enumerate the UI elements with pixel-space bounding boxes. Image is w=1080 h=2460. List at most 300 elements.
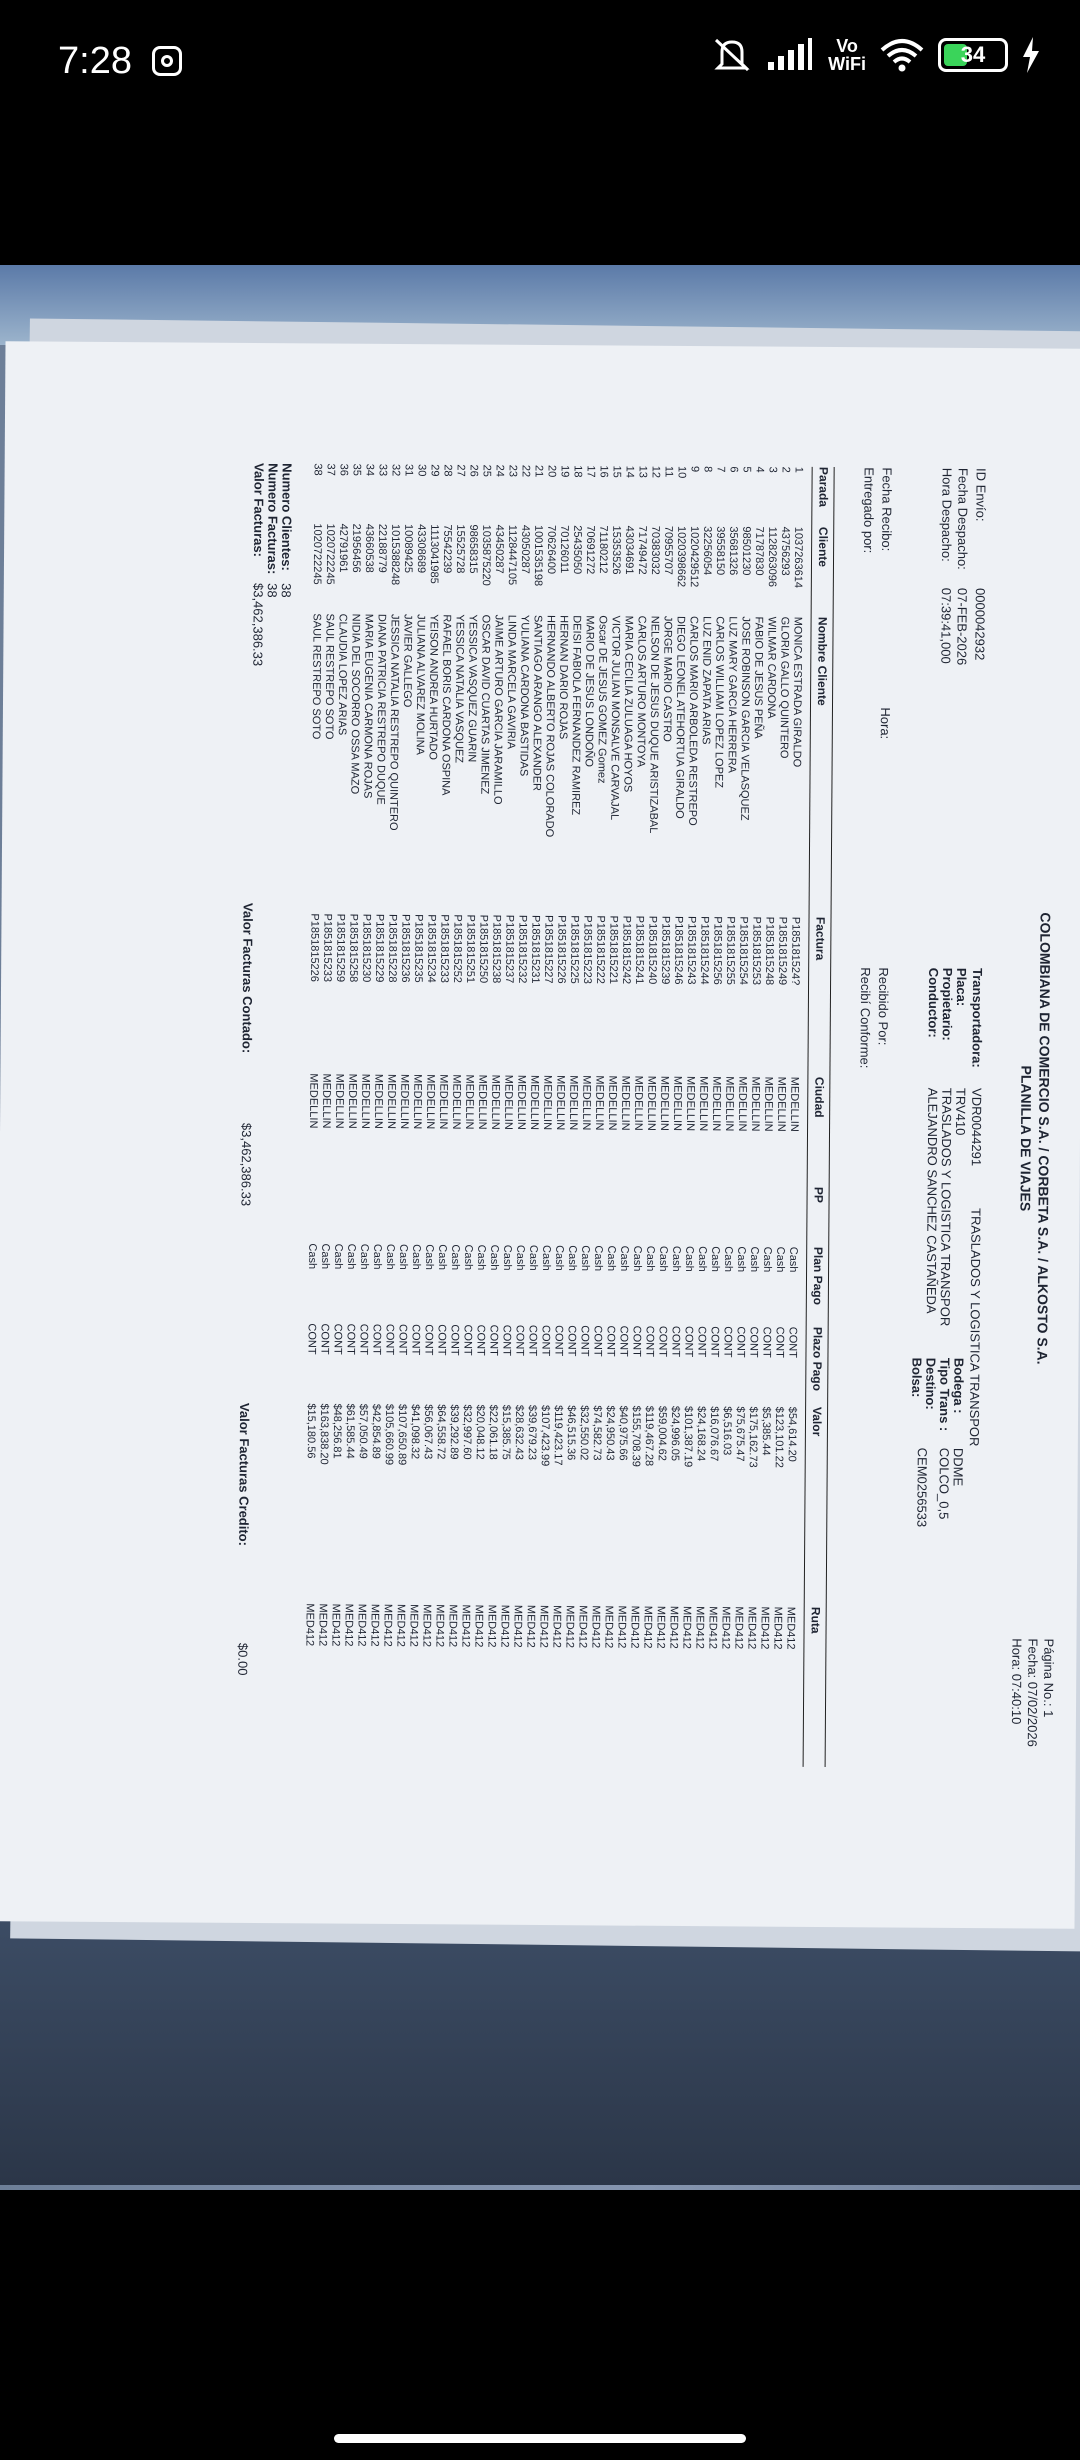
cell-ciudad: MEDELLIN bbox=[658, 1075, 671, 1131]
cell-plan-pago: Cash bbox=[722, 1246, 735, 1273]
cell-plan-pago: Cash bbox=[462, 1244, 475, 1271]
cell-cliente: 1015388248 bbox=[388, 523, 402, 586]
cell-plazo-pago: CONT bbox=[604, 1325, 617, 1357]
cell-parada: 22 bbox=[519, 464, 532, 478]
cell-factura: P1851815228 bbox=[386, 913, 399, 983]
cell-plazo-pago: CONT bbox=[643, 1325, 656, 1357]
cell-cliente: 35681326 bbox=[726, 526, 740, 576]
numero-facturas-value: 38 bbox=[264, 583, 280, 598]
fecha-despacho-value: 07-FEB-2026 bbox=[954, 587, 970, 666]
cell-parada: 28 bbox=[441, 464, 454, 477]
cell-ruta: MED412 bbox=[485, 1604, 498, 1648]
cell-nombre-cliente: YULIANA CARDONA BASTIDAS bbox=[517, 614, 531, 777]
cell-plazo-pago: CONT bbox=[513, 1324, 526, 1357]
cell-valor: $155,708.39 bbox=[629, 1405, 643, 1467]
cell-ciudad: MEDELLIN bbox=[567, 1075, 580, 1131]
cell-ruta: MED412 bbox=[602, 1605, 615, 1649]
cell-cliente: 39558150 bbox=[713, 526, 727, 576]
cell-factura: P1851815251 bbox=[464, 914, 477, 984]
cell-factura: P1851815252 bbox=[451, 914, 464, 983]
numero-clientes-value: 38 bbox=[278, 583, 294, 598]
cell-cliente: 1113041985 bbox=[427, 524, 441, 584]
cell-valor: $20,048.12 bbox=[473, 1404, 487, 1460]
column-header-factura: Factura bbox=[813, 916, 828, 961]
cell-factura: P1851815226 bbox=[308, 913, 321, 982]
propietario-value: TRASLADOS Y LOGISTICA TRANSPOR bbox=[937, 1087, 955, 1327]
cell-nombre-cliente: VICTOR JULIAN MONSALVE CARVAJAL bbox=[608, 615, 622, 821]
fecha-despacho-label: Fecha Despacho: bbox=[954, 467, 971, 570]
cell-parada: 34 bbox=[363, 463, 376, 477]
cell-parada: 8 bbox=[701, 466, 714, 473]
cell-ciudad: MEDELLIN bbox=[749, 1076, 762, 1132]
cell-plan-pago: Cash bbox=[631, 1245, 644, 1272]
cell-nombre-cliente: GLORIA GALLO QUINTERO bbox=[777, 616, 791, 759]
cell-nombre-cliente: HERNAN DARIO ROJAS bbox=[556, 615, 570, 740]
cell-factura: P1851815234 bbox=[425, 914, 438, 983]
cell-factura: P1851815232 bbox=[516, 914, 529, 984]
valor-facturas-value: $3,462,386.33 bbox=[250, 582, 266, 667]
cell-ruta: MED412 bbox=[628, 1605, 641, 1649]
gesture-navigation-bar[interactable] bbox=[334, 2434, 746, 2443]
signal-icon bbox=[766, 38, 814, 72]
cell-parada: 32 bbox=[389, 463, 402, 477]
cell-ciudad: MEDELLIN bbox=[320, 1073, 333, 1129]
cell-nombre-cliente: NIDIA DEL SOCORRO OSSA MAZO bbox=[348, 613, 362, 795]
cell-parada: 27 bbox=[454, 464, 467, 477]
cell-plazo-pago: CONT bbox=[786, 1326, 799, 1358]
cell-factura: P1851815242 bbox=[620, 915, 633, 985]
cell-ruta: MED412 bbox=[745, 1606, 758, 1650]
cell-cliente: 43450287 bbox=[492, 524, 506, 574]
cell-valor: $22,061.18 bbox=[486, 1404, 500, 1460]
cell-ruta: MED412 bbox=[524, 1604, 537, 1648]
cell-factura: P1851815223 bbox=[581, 915, 594, 984]
document-sheet bbox=[0, 341, 1080, 1929]
cell-ruta: MED412 bbox=[758, 1606, 771, 1650]
cell-plan-pago: Cash bbox=[618, 1245, 631, 1272]
cell-factura: P1851815227 bbox=[542, 915, 555, 984]
cell-ruta: MED412 bbox=[771, 1606, 784, 1650]
status-time: 7:28 bbox=[58, 40, 132, 82]
cell-ruta: MED412 bbox=[420, 1604, 433, 1648]
column-header-valor: Valor bbox=[809, 1406, 825, 1437]
cell-factura: P1851815246 bbox=[672, 915, 685, 985]
cell-parada: 25 bbox=[480, 464, 493, 477]
placa-label: Placa: bbox=[953, 967, 970, 1007]
cell-parada: 36 bbox=[337, 463, 350, 476]
cell-ciudad: MEDELLIN bbox=[580, 1075, 593, 1131]
vowifi-label-bottom: WiFi bbox=[828, 54, 866, 74]
cell-plazo-pago: CONT bbox=[448, 1324, 461, 1356]
column-header-ciudad: Ciudad bbox=[812, 1076, 827, 1118]
propietario-label: Propietario: bbox=[939, 967, 956, 1041]
cell-ciudad: MEDELLIN bbox=[554, 1075, 567, 1131]
cell-plan-pago: Cash bbox=[540, 1245, 553, 1271]
cell-parada: 7 bbox=[714, 466, 727, 473]
cell-plazo-pago: CONT bbox=[682, 1326, 695, 1358]
cell-nombre-cliente: LUZ MARY GARCIA HERRERA bbox=[725, 616, 739, 774]
column-header-plan-pago: Plan Pago bbox=[810, 1246, 826, 1306]
cell-valor: $175,162.73 bbox=[746, 1406, 760, 1468]
cell-plan-pago: Cash bbox=[566, 1245, 579, 1271]
cell-nombre-cliente: Oscar DE JESUS GOMEZ Gomez bbox=[595, 615, 609, 784]
cell-ciudad: MEDELLIN bbox=[463, 1074, 476, 1130]
cell-nombre-cliente: LUZ ENID ZAPATA ARIAS bbox=[699, 616, 713, 745]
bodega-value: DDME bbox=[950, 1447, 966, 1487]
cell-plazo-pago: CONT bbox=[474, 1324, 487, 1356]
cell-valor: $54,614.20 bbox=[785, 1406, 799, 1462]
cell-nombre-cliente: JORGE MARIO CASTRO bbox=[660, 615, 674, 742]
cell-nombre-cliente: RAFAEL BORIS CARDONA OSPINA bbox=[439, 614, 453, 796]
cell-ciudad: MEDELLIN bbox=[372, 1073, 385, 1129]
cell-plazo-pago: CONT bbox=[669, 1325, 682, 1358]
cell-factura: P1851815236 bbox=[399, 914, 412, 983]
hora-recibo-label: Hora: bbox=[877, 707, 893, 740]
cell-ruta: MED412 bbox=[706, 1606, 719, 1650]
hora-despacho-value: 07:39:41,000 bbox=[938, 587, 954, 664]
cell-factura: P1851815226 bbox=[555, 915, 568, 984]
cell-parada: 17 bbox=[584, 465, 597, 478]
cell-plan-pago: Cash bbox=[670, 1245, 683, 1272]
cell-ruta: MED412 bbox=[654, 1605, 667, 1649]
cell-valor: $39,292.89 bbox=[447, 1404, 461, 1460]
cell-cliente: 75542239 bbox=[440, 524, 454, 574]
numero-clientes-label: Numero Clientes: bbox=[278, 463, 295, 571]
cell-ciudad: MEDELLIN bbox=[424, 1074, 437, 1130]
cell-nombre-cliente: SANTIAGO ARANGO ALEXANDER bbox=[530, 614, 544, 792]
cell-ruta: MED412 bbox=[615, 1605, 628, 1649]
cell-valor: $15,180.56 bbox=[304, 1403, 318, 1459]
cell-cliente: 43050287 bbox=[518, 524, 532, 574]
cell-plazo-pago: CONT bbox=[383, 1323, 396, 1356]
valor-facturas-label: Valor Facturas: bbox=[251, 462, 267, 558]
cell-valor: $119,423.17 bbox=[551, 1405, 565, 1466]
cell-ruta: MED412 bbox=[316, 1603, 329, 1647]
cell-plazo-pago: CONT bbox=[656, 1325, 669, 1358]
cell-ciudad: MEDELLIN bbox=[528, 1074, 541, 1131]
tipo-trans-value: COLCO_0,5 bbox=[936, 1447, 952, 1520]
cell-cliente: 71749472 bbox=[635, 525, 649, 575]
cell-ciudad: MEDELLIN bbox=[411, 1074, 424, 1130]
cell-factura: P1851815249 bbox=[776, 916, 789, 986]
cell-ciudad: MEDELLIN bbox=[307, 1073, 320, 1129]
placa-value: TRV410 bbox=[953, 1087, 969, 1136]
cell-cliente: 71180212 bbox=[596, 525, 610, 574]
column-header-nombre-cliente: Nombre Cliente bbox=[815, 616, 830, 706]
id-envio-value: 0000042932 bbox=[972, 588, 988, 661]
cell-ciudad: MEDELLIN bbox=[645, 1075, 658, 1131]
cell-factura: P1851815259 bbox=[334, 913, 347, 983]
cell-cliente: 1035875220 bbox=[479, 524, 493, 586]
cell-nombre-cliente: MONICA ESTRADA GIRALDO bbox=[790, 616, 804, 768]
cell-plazo-pago: CONT bbox=[435, 1324, 448, 1356]
fecha-recibo-label: Fecha Recibo: bbox=[879, 467, 895, 552]
wifi-icon bbox=[880, 38, 924, 72]
cell-nombre-cliente: CARLOS ARTURO MONTOYA bbox=[634, 615, 648, 768]
cell-ciudad: MEDELLIN bbox=[333, 1073, 346, 1129]
cell-nombre-cliente: SAUL RESTREPO SOTO bbox=[309, 613, 323, 740]
cell-ciudad: MEDELLIN bbox=[476, 1074, 489, 1130]
cell-ciudad: MEDELLIN bbox=[359, 1073, 372, 1129]
cell-nombre-cliente: YESSICA NATALIA VASQUEZ bbox=[452, 614, 466, 764]
cell-ruta: MED412 bbox=[589, 1605, 602, 1649]
cell-valor: $57,050.49 bbox=[356, 1403, 370, 1459]
cell-cliente: 43660538 bbox=[362, 523, 376, 573]
cell-nombre-cliente: SAUL RESTREPO SOTO bbox=[322, 613, 336, 740]
destino-label: Destino: bbox=[923, 1357, 939, 1410]
cell-plazo-pago: CONT bbox=[734, 1326, 747, 1358]
hora-despacho-label: Hora Despacho: bbox=[939, 467, 955, 562]
vowifi-label-top: Vo bbox=[836, 36, 858, 56]
cell-cliente: 1020722245 bbox=[310, 523, 324, 585]
cell-cliente: 98658315 bbox=[466, 524, 480, 574]
instagram-icon bbox=[152, 46, 182, 76]
cell-factura: P1851815233 bbox=[438, 914, 451, 983]
cell-plan-pago: Cash bbox=[683, 1246, 696, 1272]
cell-valor: $64,558.72 bbox=[434, 1404, 448, 1460]
cell-valor: $46,515.36 bbox=[564, 1405, 578, 1461]
cell-valor: $28,632.43 bbox=[512, 1404, 526, 1460]
cell-parada: 23 bbox=[506, 464, 519, 478]
cell-valor: $56,067.43 bbox=[421, 1404, 435, 1460]
cell-ciudad: MEDELLIN bbox=[385, 1073, 398, 1130]
cell-parada: 33 bbox=[376, 463, 389, 477]
transportadora-label: Transportadora: bbox=[969, 967, 986, 1068]
cell-ruta: MED412 bbox=[433, 1604, 446, 1648]
column-header-cliente: Cliente bbox=[815, 526, 831, 568]
cell-ruta: MED412 bbox=[784, 1606, 797, 1650]
cell-plan-pago: Cash bbox=[527, 1244, 540, 1271]
cell-ruta: MED412 bbox=[472, 1604, 485, 1648]
cell-factura: P1851815235 bbox=[412, 914, 425, 983]
status-icons bbox=[712, 36, 1040, 74]
cell-cliente: 1020429512 bbox=[687, 526, 701, 588]
cell-plan-pago: Cash bbox=[475, 1244, 488, 1271]
cell-valor: $61,585.44 bbox=[343, 1403, 357, 1459]
cell-plan-pago: Cash bbox=[397, 1244, 410, 1270]
cell-valor: $32,997.60 bbox=[460, 1404, 474, 1460]
cell-plan-pago: Cash bbox=[501, 1244, 514, 1271]
cell-factura: P1851815255 bbox=[724, 916, 737, 985]
cell-valor: $39,679.23 bbox=[525, 1404, 539, 1461]
print-date: Fecha: 07/02/2026 bbox=[1024, 1638, 1041, 1747]
cell-parada: 4 bbox=[753, 466, 766, 473]
cell-plazo-pago: CONT bbox=[760, 1326, 773, 1358]
cell-ruta: MED412 bbox=[550, 1605, 563, 1648]
cell-ruta: MED412 bbox=[394, 1603, 407, 1647]
cell-nombre-cliente: WILMAR CARDONA bbox=[764, 616, 778, 719]
cell-ciudad: MEDELLIN bbox=[450, 1074, 463, 1130]
valor-contado-label: Valor Facturas Contado: bbox=[239, 902, 256, 1054]
cell-plazo-pago: CONT bbox=[747, 1326, 760, 1358]
cell-factura: P1851815253 bbox=[750, 916, 763, 986]
conductor-label: Conductor: bbox=[925, 967, 942, 1038]
cell-cliente: 22188779 bbox=[375, 523, 389, 573]
cell-ruta: MED412 bbox=[680, 1605, 693, 1649]
cell-ciudad: MEDELLIN bbox=[723, 1076, 736, 1132]
cell-ruta: MED412 bbox=[511, 1604, 524, 1648]
cell-nombre-cliente: DIANA PATRICIA RESTREPO DUQUE bbox=[374, 613, 388, 805]
cell-ciudad: MEDELLIN bbox=[762, 1076, 775, 1132]
cell-ciudad: MEDELLIN bbox=[632, 1075, 645, 1131]
cell-nombre-cliente: YESSICA VASQUEZ GUARIN bbox=[465, 614, 479, 763]
cell-ciudad: MEDELLIN bbox=[788, 1076, 801, 1132]
cell-plan-pago: Cash bbox=[332, 1243, 345, 1270]
cell-ruta: MED412 bbox=[576, 1605, 589, 1649]
cell-parada: 2 bbox=[779, 466, 792, 473]
column-header-parada: Parada bbox=[816, 466, 831, 508]
cell-parada: 29 bbox=[428, 464, 441, 477]
cell-ruta: MED412 bbox=[355, 1603, 368, 1647]
cell-ciudad: MEDELLIN bbox=[684, 1076, 697, 1132]
mute-icon bbox=[712, 36, 752, 74]
cell-valor: $107,650.89 bbox=[395, 1404, 409, 1466]
cell-plan-pago: Cash bbox=[579, 1245, 592, 1272]
cell-valor: $101,387.19 bbox=[681, 1405, 695, 1468]
cell-valor: $74,582.73 bbox=[590, 1405, 604, 1461]
cell-plazo-pago: CONT bbox=[539, 1325, 552, 1357]
cell-plan-pago: Cash bbox=[410, 1244, 423, 1270]
cell-ciudad: MEDELLIN bbox=[541, 1075, 554, 1131]
cell-factura: P1851815237 bbox=[503, 914, 516, 984]
status-bar bbox=[0, 0, 1080, 120]
cell-plazo-pago: CONT bbox=[461, 1324, 474, 1356]
cell-plan-pago: Cash bbox=[384, 1243, 397, 1270]
cell-plazo-pago: CONT bbox=[552, 1325, 565, 1357]
cell-cliente: 70955707 bbox=[661, 525, 675, 575]
cell-plazo-pago: CONT bbox=[708, 1326, 721, 1358]
cell-cliente: 15353526 bbox=[609, 525, 623, 575]
cell-plan-pago: Cash bbox=[423, 1244, 436, 1270]
bodega-label: Bodega : bbox=[951, 1357, 967, 1414]
cell-factura: P1851815256 bbox=[711, 916, 724, 985]
cell-valor: $119,467.28 bbox=[642, 1405, 656, 1467]
cell-parada: 21 bbox=[532, 464, 545, 478]
cell-cliente: 32256054 bbox=[700, 526, 714, 576]
cell-nombre-cliente: DIEGO LEONEL ATEHORTUA GIRALDO bbox=[673, 615, 687, 819]
cell-plan-pago: Cash bbox=[787, 1246, 800, 1273]
cell-parada: 13 bbox=[636, 465, 649, 478]
cell-parada: 1 bbox=[792, 466, 805, 473]
cell-parada: 15 bbox=[610, 465, 623, 478]
cell-ruta: MED412 bbox=[498, 1604, 511, 1648]
cell-valor: $15,385.75 bbox=[499, 1404, 513, 1460]
cell-valor: $24,168.24 bbox=[694, 1406, 708, 1462]
cell-cliente: 98501230 bbox=[739, 526, 753, 576]
cell-ruta: MED412 bbox=[368, 1603, 381, 1647]
cell-ruta: MED412 bbox=[667, 1605, 680, 1649]
cell-plazo-pago: CONT bbox=[617, 1325, 630, 1357]
cell-factura: P1851815250 bbox=[477, 914, 490, 984]
cell-ciudad: MEDELLIN bbox=[619, 1075, 632, 1131]
cell-cliente: 15525728 bbox=[453, 524, 467, 574]
cell-cliente: 70383032 bbox=[648, 525, 662, 575]
cell-ruta: MED412 bbox=[693, 1606, 706, 1649]
cell-plazo-pago: CONT bbox=[318, 1323, 331, 1355]
cell-nombre-cliente: JAVIER GALLEGO bbox=[400, 614, 414, 708]
cell-plazo-pago: CONT bbox=[357, 1323, 370, 1355]
cell-valor: $42,854.89 bbox=[369, 1403, 383, 1459]
cell-plazo-pago: CONT bbox=[695, 1326, 708, 1358]
cell-ciudad: MEDELLIN bbox=[710, 1076, 723, 1132]
cell-plan-pago: Cash bbox=[761, 1246, 774, 1273]
cell-nombre-cliente: JAIME ARTURO GARCIA JARAMILLO bbox=[491, 614, 505, 805]
cell-plazo-pago: CONT bbox=[409, 1324, 422, 1356]
cell-ciudad: MEDELLIN bbox=[775, 1076, 788, 1132]
cell-factura: P1851815229 bbox=[373, 913, 386, 983]
valor-contado-value: $3,462,386.33 bbox=[238, 1122, 255, 1207]
cell-plazo-pago: CONT bbox=[500, 1324, 513, 1356]
cell-nombre-cliente: DEISI FABIOLA FERNANDEZ RAMIREZ bbox=[569, 615, 583, 816]
cell-nombre-cliente: HERNANDO ALBERTO ROJAS COLORADO bbox=[543, 615, 557, 838]
cell-valor: $40,975.66 bbox=[616, 1405, 630, 1461]
cell-valor: $16,076.67 bbox=[707, 1406, 721, 1462]
cell-ciudad: MEDELLIN bbox=[502, 1074, 515, 1130]
cell-plan-pago: Cash bbox=[306, 1243, 319, 1270]
cell-ruta: MED412 bbox=[732, 1606, 745, 1650]
entregado-label: Entregado por: bbox=[861, 467, 877, 554]
vowifi-icon bbox=[828, 37, 866, 73]
cell-plazo-pago: CONT bbox=[565, 1325, 578, 1357]
cell-nombre-cliente: OSCAR DAVID CUARTAS JIMENEZ bbox=[478, 614, 492, 795]
photo-viewer bbox=[0, 265, 1080, 2190]
cell-valor: $41,098.32 bbox=[408, 1404, 422, 1460]
cell-ruta: MED412 bbox=[563, 1605, 576, 1649]
transportadora-name: TRASLADOS Y LOGISTICA TRANSPOR bbox=[966, 1207, 984, 1447]
cell-ciudad: MEDELLIN bbox=[606, 1075, 619, 1131]
cell-factura: P1851815221 bbox=[607, 915, 620, 985]
cell-parada: 3 bbox=[766, 466, 779, 473]
cell-plazo-pago: CONT bbox=[331, 1323, 344, 1355]
cell-parada: 35 bbox=[350, 463, 363, 476]
cell-nombre-cliente: CARLOS WILLIAM LOPEZ LOPEZ bbox=[712, 616, 726, 789]
cell-parada: 31 bbox=[402, 464, 415, 477]
cell-cliente: 43756293 bbox=[778, 526, 792, 576]
cell-valor: $5,385.44 bbox=[759, 1406, 773, 1456]
cell-plan-pago: Cash bbox=[709, 1246, 722, 1272]
cell-plan-pago: Cash bbox=[514, 1244, 527, 1271]
cell-nombre-cliente: MARIA EUGENIA CARMONA ROJAS bbox=[361, 613, 375, 799]
cell-cliente: 43034691 bbox=[622, 525, 636, 575]
cell-plan-pago: Cash bbox=[553, 1245, 566, 1271]
cell-plan-pago: Cash bbox=[748, 1246, 761, 1273]
cell-factura: P185181524? bbox=[789, 916, 802, 986]
bolsa-label: Bolsa: bbox=[909, 1357, 925, 1398]
cell-ruta: MED412 bbox=[303, 1603, 316, 1647]
cell-nombre-cliente: CARLOS MARIO ARBOLEDA RESTREPO bbox=[686, 616, 700, 826]
cell-ruta: MED412 bbox=[407, 1604, 420, 1647]
cell-valor: $24,950.43 bbox=[603, 1405, 617, 1461]
cell-cliente: 1001535198 bbox=[531, 524, 545, 587]
cell-valor: $48,256.81 bbox=[330, 1403, 344, 1459]
cell-plan-pago: Cash bbox=[735, 1246, 748, 1273]
cell-parada: 16 bbox=[597, 465, 610, 478]
cell-ciudad: MEDELLIN bbox=[437, 1074, 450, 1130]
cell-plazo-pago: CONT bbox=[396, 1324, 409, 1356]
cell-nombre-cliente: JOSE ROBINSON GARCIA VELASQUEZ bbox=[738, 616, 752, 821]
cell-parada: 30 bbox=[415, 464, 428, 477]
cell-parada: 38 bbox=[311, 463, 324, 476]
cell-plan-pago: Cash bbox=[319, 1243, 332, 1270]
cell-cliente: 21956456 bbox=[349, 523, 363, 573]
cell-ciudad: MEDELLIN bbox=[697, 1076, 710, 1132]
cell-plazo-pago: CONT bbox=[305, 1323, 318, 1355]
cell-ruta: MED412 bbox=[641, 1605, 654, 1649]
cell-cliente: 42791961 bbox=[336, 523, 350, 573]
document-subtitle: PLANILLA DE VIAJES bbox=[1017, 1065, 1035, 1212]
cell-ciudad: MEDELLIN bbox=[489, 1074, 502, 1130]
cell-cliente: 1020722245 bbox=[323, 523, 337, 585]
